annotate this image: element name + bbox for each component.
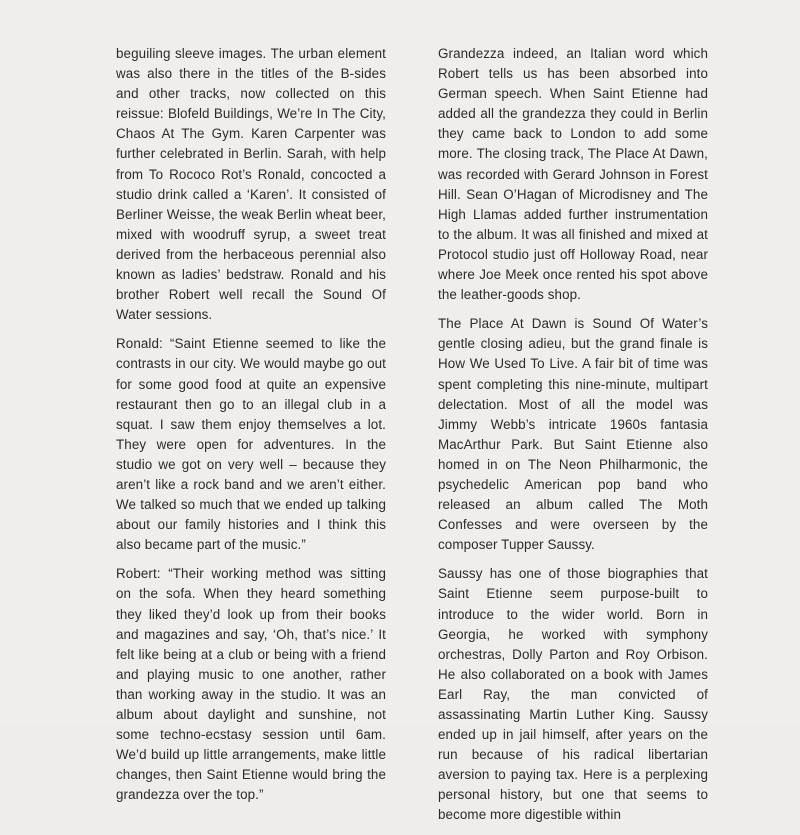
right-column xyxy=(438,44,708,835)
right-paragraph-1: Grandezza indeed, an Italian word which Robert tells us has been absorbed into German speech. When Saint Etienne had added all the grandezza they could in Berlin they came back to London to add some more. The closing track, The Place At Dawn, was recorded with Gerard Johnson in Forest Hill. Sean O’Hagan of Microdisney and The High Llamas added further instrumentation to the album. It was all finished and mixed at Protocol studio just off Holloway Road, near where Joe Meek once rented his spot above the leather-goods shop. xyxy=(438,46,708,303)
left-column xyxy=(116,44,386,814)
left-paragraph-2: Ronald: “Saint Etienne seemed to like the contrasts in our city. We would maybe go out for some good food at quite an expensive restaurant then go to an illegal club in a squat. I saw them enjoy themselves a lot. They were open for adventures. In the studio we got on very well – because they aren’t like a rock band and we aren’t either. We talked so much that we ended up talking about our family histories and I think this also became part of the music.” xyxy=(116,336,386,553)
right-paragraph-3: Saussy has one of those biographies that Saint Etienne seem purpose-built to introduce to the wider world. Born in Georgia, he worked with symphony orchestras, Dolly Parton and Roy Orbison. He also collaborated on a book with James Earl Ray, the man convicted of assassinating Martin Luther King. Saussy ended up in jail himself, after years on the run because of his radical libertarian aversion to paying tax. Here is a perplexing personal history, but one that seems to become more digestible within xyxy=(438,566,708,823)
left-paragraph-3: Robert: “Their working method was sitting on the sofa. When they heard something they liked they’d look up from their books and magazines and say, ‘Oh, that’s nice.’ It felt like being at a club or being with a friend and playing music to one another, rather than working away in the studio. It was an album about daylight and sunshine, not some techno-ecstasy session until 6am. We’d build up little arrangements, make little changes, then Saint Etienne would bring the grandezza over the top.” xyxy=(116,566,386,803)
right-paragraph-2: The Place At Dawn is Sound Of Water’s gentle closing adieu, but the grand finale is How We Used To Live. A fair bit of time was spent completing this nine-minute, multipart delectation. Most of all the model was Jimmy Webb’s intricate 1960s fantasia MacArthur Park. But Saint Etienne also homed in on The Neon Philharmonic, the psychedelic American pop band who released an album called The Moth Confesses and were overseen by the composer Tupper Saussy. xyxy=(438,316,708,553)
left-paragraph-1: beguiling sleeve images. The urban element was also there in the titles of the B-sides and other tracks, now collected on this reissue: Blofeld Buildings, We’re In The City, Chaos At The Gym. Karen Carpenter was further celebrated in Berlin. Sarah, with help from To Rococo Rot’s Ronald, concocted a studio drink called a ‘Karen’. It consisted of Berliner Weisse, the weak Berlin wheat beer, mixed with woodruff syrup, a sweet treat derived from the herbaceous perennial also known as ladies’ bedstraw. Ronald and his brother Robert well recall the Sound Of Water sessions. xyxy=(116,46,386,323)
